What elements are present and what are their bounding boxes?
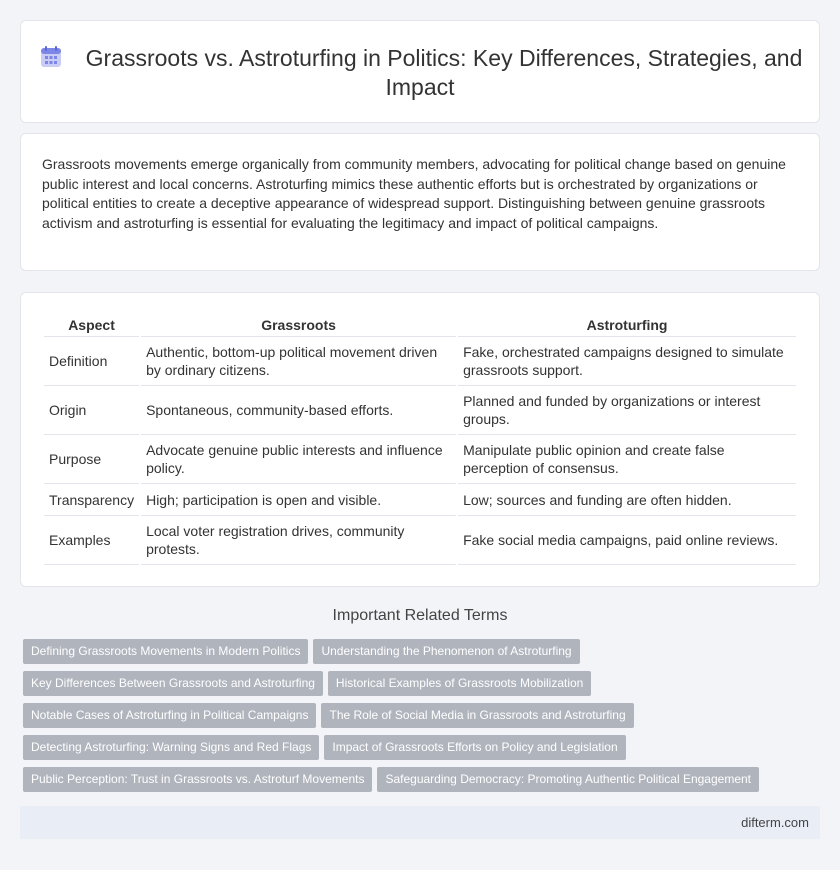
page-title-wrap (21, 44, 819, 102)
intro-card (20, 133, 820, 271)
cell-astroturfing: Manipulate public opinion and create false perception of consensus. (458, 435, 796, 484)
related-tag[interactable]: Public Perception: Trust in Grassroots vs. Astroturf Movements (23, 767, 372, 792)
cell-grassroots: Local voter registration drives, community protests. (141, 516, 456, 565)
table-row (44, 484, 796, 516)
cell-aspect: Transparency (44, 484, 139, 516)
cell-aspect: Origin (44, 386, 139, 435)
table-row (44, 337, 796, 386)
comparison-table (42, 314, 798, 565)
cell-astroturfing: Fake social media campaigns, paid online reviews. (458, 516, 796, 565)
cell-astroturfing: Fake, orchestrated campaigns designed to simulate grassroots support. (458, 337, 796, 386)
related-tag[interactable]: The Role of Social Media in Grassroots and Astroturfing (321, 703, 633, 728)
cell-astroturfing: Low; sources and funding are often hidden. (458, 484, 796, 516)
tag-row (23, 767, 823, 799)
related-tags (23, 639, 823, 799)
header-astroturfing: Astroturfing (458, 314, 796, 337)
tag-row (23, 735, 823, 767)
cell-aspect: Purpose (44, 435, 139, 484)
tag-row (23, 703, 823, 735)
footer (20, 806, 820, 839)
cell-grassroots: Advocate genuine public interests and influence policy. (141, 435, 456, 484)
header-card (20, 20, 820, 123)
page-title: Grassroots vs. Astroturfing in Politics: Key Differences, Strategies, and Impact (85, 45, 803, 100)
calendar-icon (38, 44, 64, 70)
cell-grassroots: Spontaneous, community-based efforts. (141, 386, 456, 435)
cell-grassroots: Authentic, bottom-up political movement driven by ordinary citizens. (141, 337, 456, 386)
related-tag[interactable]: Historical Examples of Grassroots Mobilization (328, 671, 591, 696)
tag-row (23, 671, 823, 703)
cell-grassroots: High; participation is open and visible. (141, 484, 456, 516)
comparison-card (20, 292, 820, 587)
related-tag[interactable]: Understanding the Phenomenon of Astroturfing (313, 639, 579, 664)
related-terms-title: Important Related Terms (332, 607, 508, 624)
related-tag[interactable]: Notable Cases of Astroturfing in Political Campaigns (23, 703, 316, 728)
tag-row (23, 639, 823, 671)
table-row (44, 386, 796, 435)
intro-text: Grassroots movements emerge organically from community members, advocating for political change based on genuine public interest and local concerns. Astroturfing mimics these authentic efforts but is orchestrated by organizations or political entities to create a deceptive appearance of widespread support. Distinguishing between genuine grassroots activism and astroturfing is essential for evaluating the legitimacy and impact of political campaigns. (42, 156, 786, 231)
cell-aspect: Examples (44, 516, 139, 565)
related-tag[interactable]: Safeguarding Democracy: Promoting Authentic Political Engagement (377, 767, 759, 792)
related-tag[interactable]: Impact of Grassroots Efforts on Policy and Legislation (324, 735, 625, 760)
cell-astroturfing: Planned and funded by organizations or interest groups. (458, 386, 796, 435)
header-grassroots: Grassroots (141, 314, 456, 337)
header-aspect: Aspect (44, 314, 139, 337)
related-tag[interactable]: Key Differences Between Grassroots and Astroturfing (23, 671, 323, 696)
footer-site-link[interactable]: difterm.com (741, 815, 809, 830)
related-tag[interactable]: Detecting Astroturfing: Warning Signs and Red Flags (23, 735, 319, 760)
related-tag[interactable]: Defining Grassroots Movements in Modern Politics (23, 639, 308, 664)
table-row (44, 516, 796, 565)
table-row (44, 435, 796, 484)
cell-aspect: Definition (44, 337, 139, 386)
